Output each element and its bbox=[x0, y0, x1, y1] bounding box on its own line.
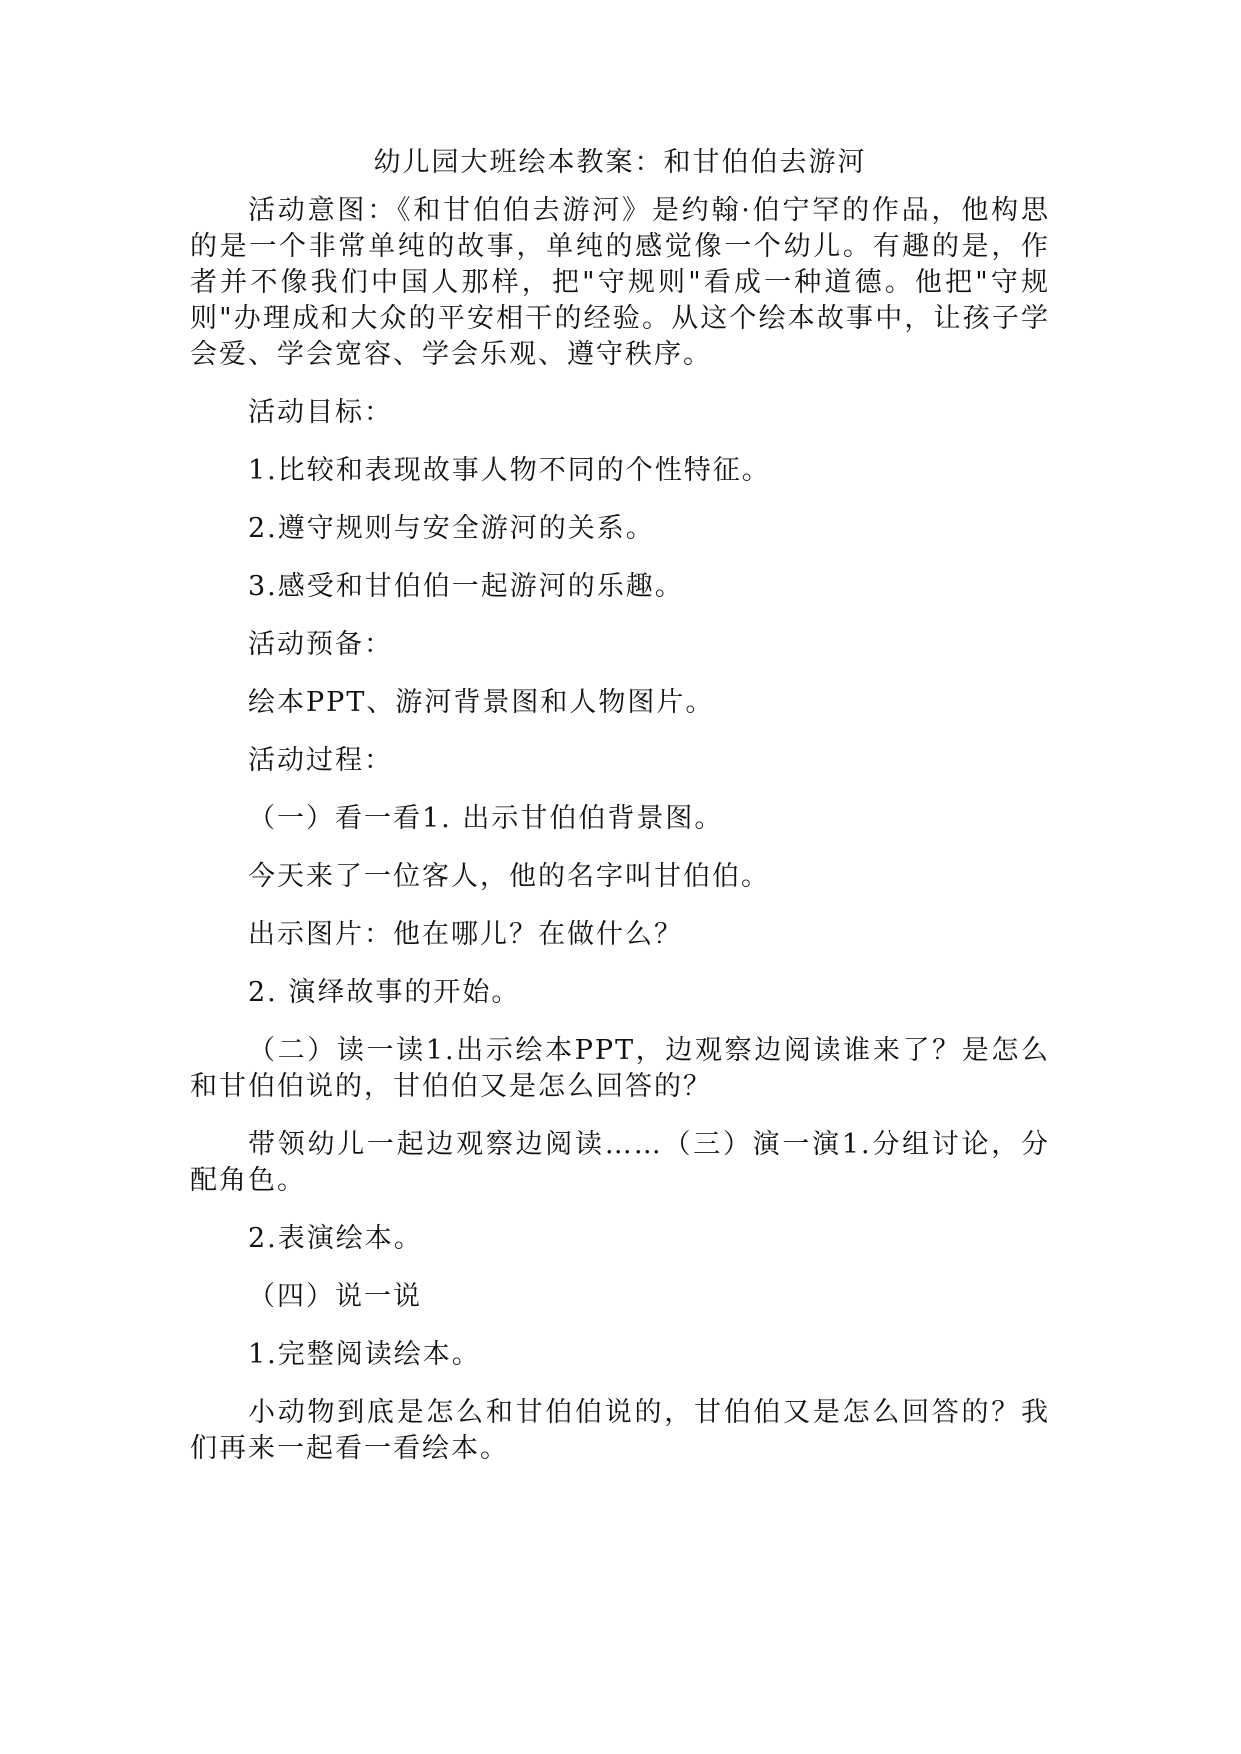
paragraph-intent: 活动意图：《和甘伯伯去游河》是约翰·伯宁罕的作品，他构思的是一个非常单纯的故事，单纯的感觉像一个幼儿。有趣的是，作者并不像我们中国人那样，把"守规则"看成一种道德。他把"守规则"办理成和大众的平安相干的经验。从这个绘本故事中，让孩子学会爱、学会宽容、学会乐观、遵守秩序。 bbox=[190, 195, 1050, 370]
paragraph-full-read: 1.完整阅读绘本。 bbox=[248, 1339, 481, 1370]
paragraph-prep-heading: 活动预备： bbox=[248, 629, 393, 660]
paragraph-process-heading: 活动过程： bbox=[248, 745, 393, 776]
paragraph-closing: 小动物到底是怎么和甘伯伯说的，甘伯伯又是怎么回答的？我们再来一起看一看绘本。 bbox=[190, 1397, 1050, 1464]
paragraph-perform: 2.表演绘本。 bbox=[248, 1223, 423, 1254]
paragraph-goals-heading: 活动目标： bbox=[248, 397, 393, 428]
paragraph-step-look: （一）看一看1. 出示甘伯伯背景图。 bbox=[248, 803, 724, 834]
paragraph-step-say: （四）说一说 bbox=[248, 1281, 422, 1312]
paragraph-goal-3: 3.感受和甘伯伯一起游河的乐趣。 bbox=[248, 571, 684, 602]
paragraph-show-picture: 出示图片：他在哪儿？在做什么？ bbox=[248, 919, 683, 950]
document-body bbox=[190, 145, 1050, 1489]
paragraph-guest: 今天来了一位客人，他的名字叫甘伯伯。 bbox=[248, 861, 770, 892]
document-title: 幼儿园大班绘本教案：和甘伯伯去游河 bbox=[373, 147, 867, 178]
paragraph-step-read: （二）读一读1.出示绘本PPT，边观察边阅读谁来了？是怎么和甘伯伯说的，甘伯伯又是怎么回答的？ bbox=[190, 1035, 1050, 1102]
paragraph-goal-1: 1.比较和表现故事人物不同的个性特征。 bbox=[248, 455, 771, 486]
paragraph-prep-items: 绘本PPT、游河背景图和人物图片。 bbox=[248, 687, 715, 718]
paragraph-step-act: 带领幼儿一起边观察边阅读……（三）演一演1.分组讨论，分配角色。 bbox=[190, 1129, 1050, 1196]
paragraph-goal-2: 2.遵守规则与安全游河的关系。 bbox=[248, 513, 655, 544]
paragraph-story-start: 2. 演绎故事的开始。 bbox=[248, 977, 521, 1008]
